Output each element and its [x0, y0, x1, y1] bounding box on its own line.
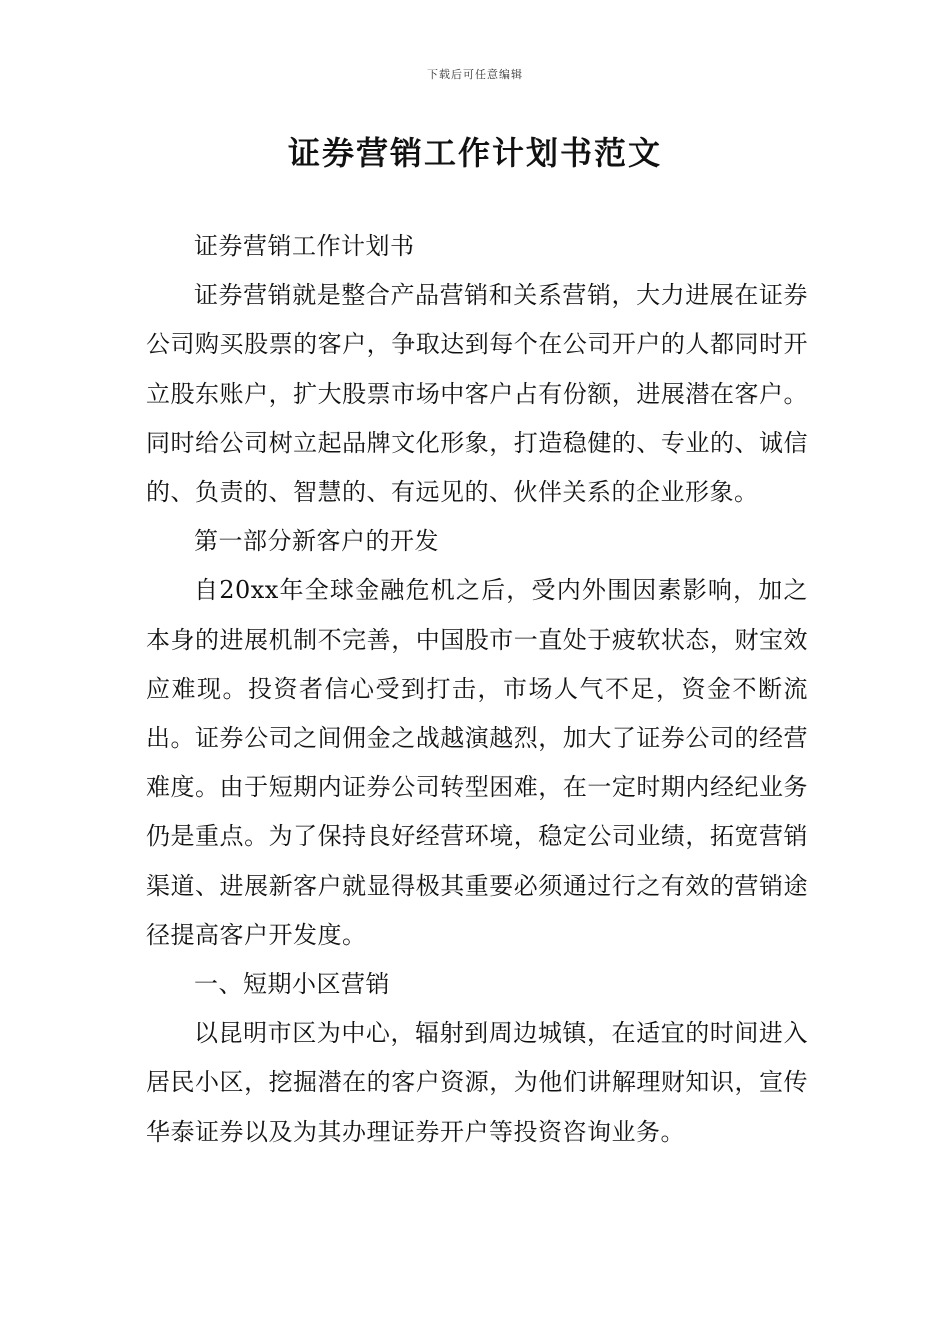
subtitle-paragraph: 证券营销工作计划书 [194, 232, 415, 260]
section-heading: 第一部分新客户的开发 [194, 527, 439, 556]
intro-paragraph: 证券营销就是整合产品营销和关系营销，大力进展在证券公司购买股票的客户，争取达到每个在公司开户的人都同时开立股东账户，扩大股票市场中客户占有份额，进展潜在客户。同时给公司树立起品牌文化形象，打造稳健的、专业的、诚信的、负责的、智慧的、有远见的、伙伴关系的企业形象。 [146, 281, 808, 507]
header-note: 下载后可任意编辑 [427, 68, 523, 81]
document-body [146, 222, 808, 1157]
body-paragraph: 自20xx年全球金融危机之后，受内外围因素影响，加之本身的进展机制不完善，中国股市一直处于疲软状态，财宝效应难现。投资者信心受到打击，市场人气不足，资金不断流出。证券公司之间佣金之战越演越烈，加大了证券公司的经营难度。由于短期内证券公司转型困难，在一定时期内经纪业务仍是重点。为了保持良好经营环境，稳定公司业绩，拓宽营销渠道、进展新客户就显得极其重要必须通过行之有效的营销途径提高客户开发度。 [146, 576, 808, 949]
body-paragraph: 以昆明市区为中心，辐射到周边城镇，在适宜的时间进入居民小区，挖掘潜在的客户资源，为他们讲解理财知识，宣传华泰证券以及为其办理证券开户等投资咨询业务。 [146, 1019, 808, 1146]
document-title: 证券营销工作计划书范文 [287, 134, 662, 172]
subsection-heading: 一、短期小区营销 [194, 970, 390, 999]
